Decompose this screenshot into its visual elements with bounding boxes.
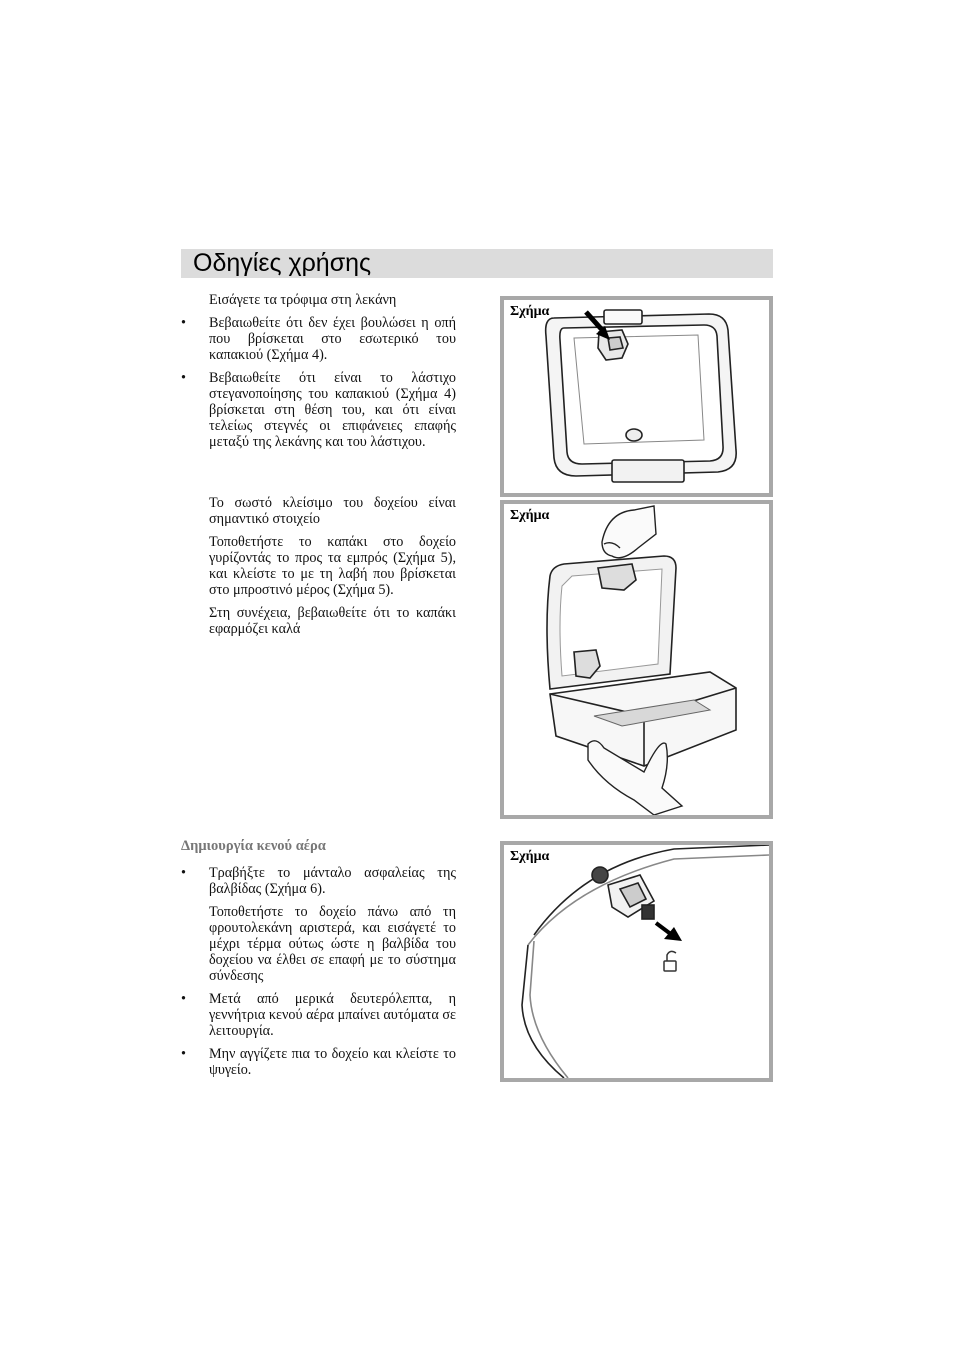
section-title-bar xyxy=(181,249,773,278)
list-item-text: Τραβήξτε το μάνταλο ασφαλείας της βαλβίδας (Σχήμα 6). xyxy=(209,865,456,897)
list-item-text: Βεβαιωθείτε ότι είναι το λάστιχο στεγανοποίησης του καπακιού (Σχήμα 4) βρίσκεται στη θέση του, και ότι είναι τελείως στεγνές οι επιφάνειες επαφής μεταξύ της λεκάνης και του λάστιχου. xyxy=(209,370,456,450)
list-item xyxy=(181,370,456,450)
bullet-icon: • xyxy=(181,315,186,331)
paragraph xyxy=(181,904,456,984)
figure-caption: Σχήμα xyxy=(510,849,550,864)
figure-5 xyxy=(500,500,773,819)
list-item-text: Μην αγγίζετε πια το δοχείο και κλείστε το ψυγείο. xyxy=(209,1046,456,1078)
paragraph-text: Τοποθετήστε το δοχείο πάνω από τη φρουτολεκάνη αριστερά, και εισάγετέ το μέχρι τέρμα ούτως ώστε η βαλβίδα του δοχείου να έλθει σε επαφή με το σύστημα σύνδεσης xyxy=(209,904,456,984)
bullet-icon: • xyxy=(181,1046,186,1062)
arrow-icon xyxy=(656,923,682,941)
figure-4 xyxy=(500,296,773,497)
bullet-icon: • xyxy=(181,370,186,386)
figure-6 xyxy=(500,841,773,1082)
section-insert-food xyxy=(181,292,456,457)
section-closing xyxy=(181,495,456,644)
figure-caption: Σχήμα xyxy=(510,304,550,319)
list-item xyxy=(181,991,456,1039)
container-illustration xyxy=(504,504,769,815)
page-title: Οδηγίες χρήσης xyxy=(193,249,372,277)
list-item xyxy=(181,1046,456,1078)
unlock-icon xyxy=(664,951,676,971)
section-vacuum xyxy=(181,865,456,1085)
list-item xyxy=(181,315,456,363)
paragraph: Το σωστό κλείσιμο του δοχείου είναι σημαντικό στοιχείο xyxy=(209,495,456,527)
paragraph: Στη συνέχεια, βεβαιωθείτε ότι το καπάκι εφαρμόζει καλά xyxy=(209,605,456,637)
paragraph: Τοποθετήστε το καπάκι στο δοχείο γυρίζοντάς το προς τα εμπρός (Σχήμα 5), και κλείστε το με τη λαβή που βρίσκεται στο μπροστινό μέρος (Σχήμα 5). xyxy=(209,534,456,598)
bullet-icon: • xyxy=(181,991,186,1007)
list-item xyxy=(181,865,456,897)
intro-text: Εισάγετε τα τρόφιμα στη λεκάνη xyxy=(209,292,397,308)
section-heading-vacuum: Δημιουργία κενού αέρα xyxy=(181,838,326,854)
lid-illustration xyxy=(504,300,769,493)
hand-icon xyxy=(602,506,656,558)
figure-caption: Σχήμα xyxy=(510,508,550,523)
list-item-text: Μετά από μερικά δευτερόλεπτα, η γεννήτρια κενού αέρα μπαίνει αυτόματα σε λειτουργία. xyxy=(209,991,456,1039)
bullet-icon: • xyxy=(181,865,186,881)
list-item-text: Βεβαιωθείτε ότι δεν έχει βουλώσει η οπή που βρίσκεται στο εσωτερικό του καπακιού (Σχήμα 4). xyxy=(209,315,456,363)
valve-illustration xyxy=(504,845,769,1078)
